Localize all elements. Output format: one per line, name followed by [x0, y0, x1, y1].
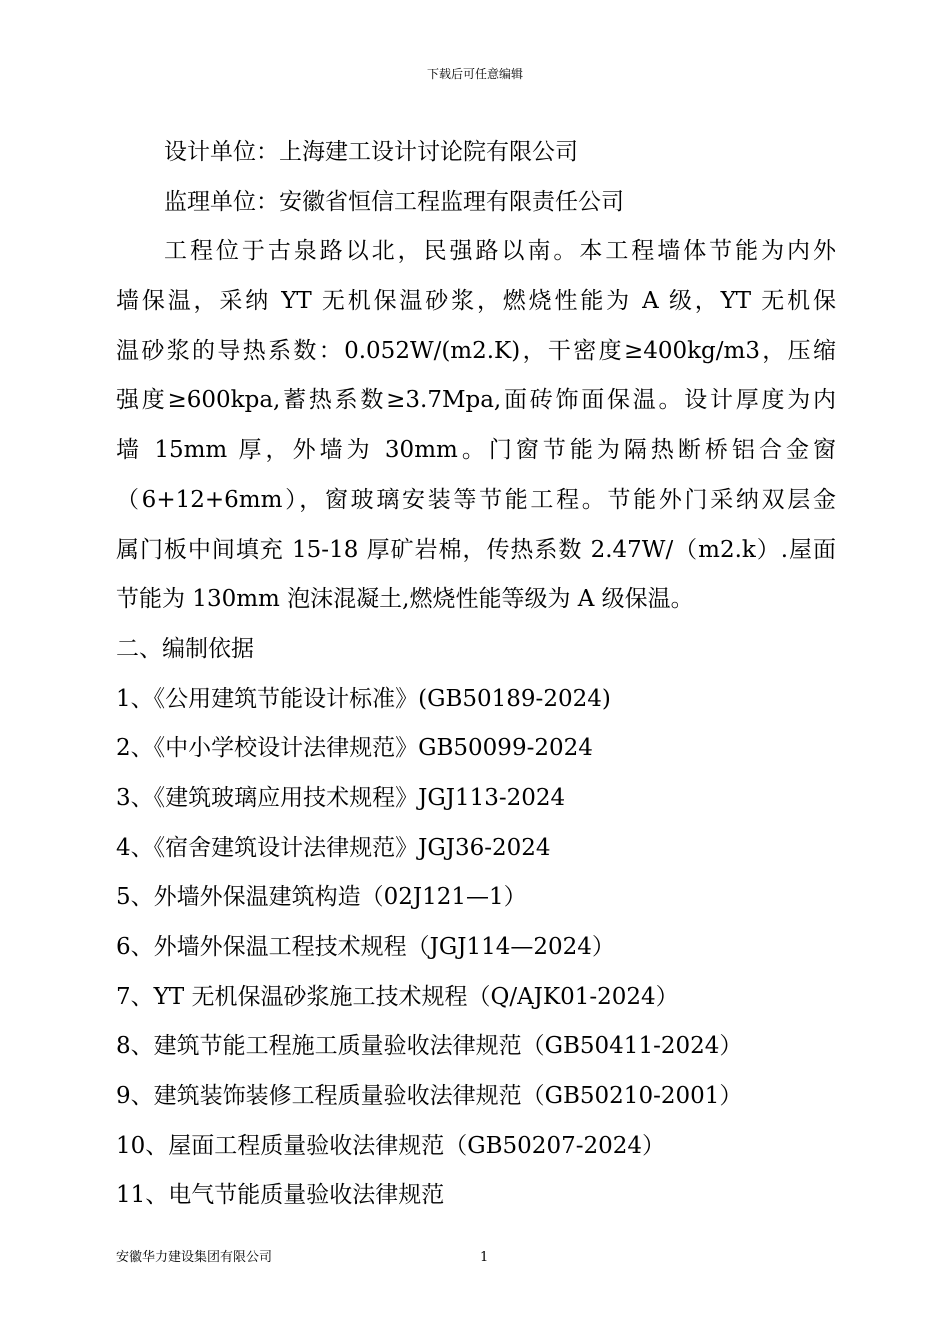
description-line: 节能为 130mm 泡沫混凝土,燃烧性能等级为 A 级保温。	[116, 586, 694, 613]
list-item: 4、《宿舍建筑设计法律规范》JGJ36-2024	[116, 834, 551, 861]
project-description	[116, 227, 836, 625]
description-line: 温砂浆的导热系数：0.052W/(m2.K)，干密度≥400kg/m3，压缩	[116, 337, 836, 364]
description-line: 墙 15mm 厚，外墙为 30mm。门窗节能为隔热断桥铝合金窗	[116, 437, 836, 464]
description-line: 墙保温，采纳 YT 无机保温砂浆，燃烧性能为 A 级，YT 无机保	[116, 288, 836, 315]
description-line: 工程位于古泉路以北，民强路以南。本工程墙体节能为内外	[164, 238, 836, 265]
list-item: 11、电气节能质量验收法律规范	[116, 1182, 445, 1209]
section-heading: 二、编制依据	[116, 635, 254, 662]
list-item: 9、建筑装饰装修工程质量验收法律规范（GB50210-2001）	[116, 1083, 743, 1110]
supervision-unit-line: 监理单位：安徽省恒信工程监理有限责任公司	[164, 188, 624, 215]
description-line: （6+12+6mm），窗玻璃安装等节能工程。节能外门采纳双层金	[116, 486, 836, 513]
list-item: 7、YT 无机保温砂浆施工技术规程（Q/AJK01-2024）	[116, 983, 679, 1010]
list-item: 8、建筑节能工程施工质量验收法律规范（GB50411-2024）	[116, 1033, 743, 1060]
list-item: 2、《中小学校设计法律规范》GB50099-2024	[116, 735, 593, 762]
page-number: 1	[480, 1250, 489, 1265]
basis-list	[116, 675, 836, 1222]
page-header: 下载后可任意编辑	[426, 67, 523, 81]
description-line: 属门板中间填充 15-18 厚矿岩棉，传热系数 2.47W/（m2.k）.屋面	[116, 536, 836, 563]
list-item: 10、屋面工程质量验收法律规范（GB50207-2024）	[116, 1132, 666, 1159]
footer-company: 安徽华力建设集团有限公司	[116, 1250, 273, 1265]
description-line: 强度≥600kpa,蓄热系数≥3.7Mpa,面砖饰面保温。设计厚度为内	[116, 387, 836, 414]
list-item: 6、外墙外保温工程技术规程（JGJ114—2024）	[116, 934, 615, 960]
document-body	[116, 128, 836, 1221]
design-unit-line: 设计单位：上海建工设计讨论院有限公司	[164, 139, 578, 165]
list-item: 3、《建筑玻璃应用技术规程》JGJ113-2024	[116, 784, 566, 811]
list-item: 5、外墙外保温建筑构造（02J121—1）	[116, 884, 527, 911]
list-item: 1、《公用建筑节能设计标准》(GB50189-2024)	[116, 685, 611, 712]
